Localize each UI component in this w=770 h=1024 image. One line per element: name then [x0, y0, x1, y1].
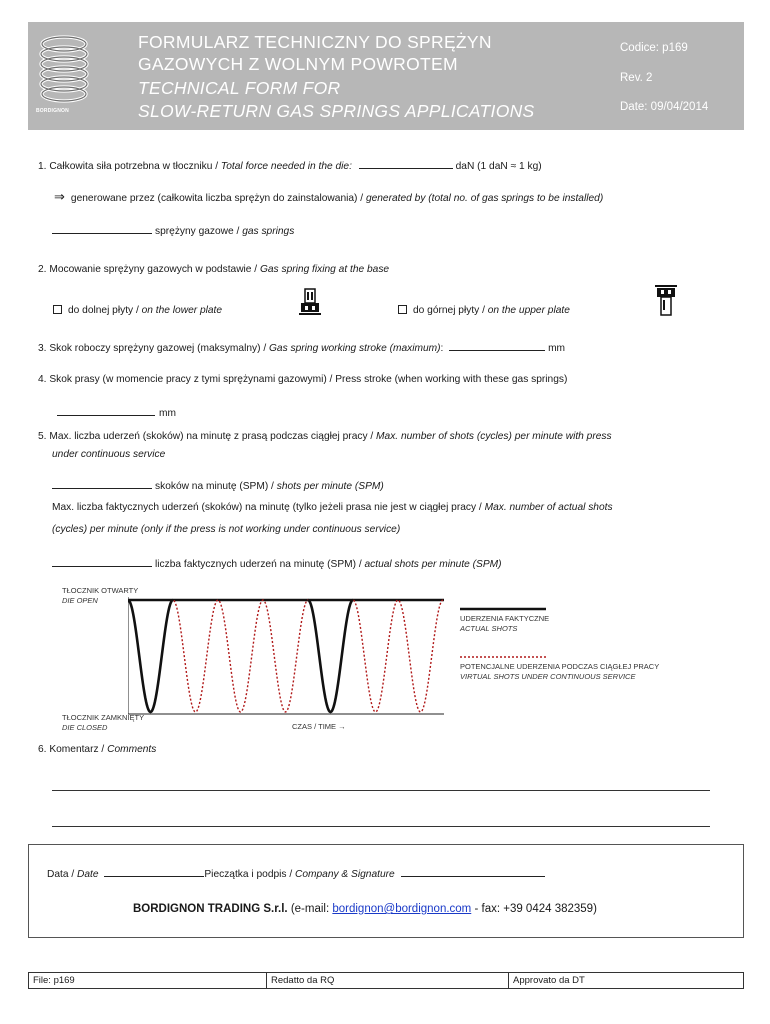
q5-actual-shots-line-1: Max. liczba faktycznych uderzeń (skoków) na minutę (tylko jeżeli prasa nie jest w ciągłej pracy / Max. number of actual shots: [52, 502, 613, 513]
lower-plate-fixing-icon: [298, 288, 322, 318]
email-link[interactable]: bordignon@bordignon.com: [332, 903, 472, 915]
q2-fixing: 2. Mocowanie sprężyny gazowych w podstawie / Gas spring fixing at the base: [38, 264, 390, 275]
arrow-right-icon: ⇒: [54, 189, 65, 204]
q5-actual-spm: liczba faktycznych uderzeń na minutę (SPM) / actual shots per minute (SPM): [52, 558, 502, 570]
q2-upper-plate-option[interactable]: do górnej płyty / on the upper plate: [398, 305, 570, 316]
die-open-label: TŁOCZNIK OTWARTY DIE OPEN: [62, 586, 139, 605]
footer-table: [28, 972, 744, 989]
spm-field[interactable]: [52, 480, 152, 489]
q5-max-shots-line-2: under continuous service: [52, 449, 166, 460]
title-english-line-2: SLOW-RETURN GAS SPRINGS APPLICATIONS: [138, 101, 535, 121]
company-signature-field[interactable]: [401, 868, 545, 877]
signature-date-field[interactable]: [104, 868, 204, 877]
q5-max-shots-line-1: 5. Max. liczba uderzeń (skoków) na minutę z prasą podczas ciągłej pracy / Max. number of shots (cycles) per minute with press: [38, 431, 612, 442]
legend-potential-label: POTENCJALNE UDERZENIA PODCZAS CIĄGŁEJ PRACY VIRTUAL SHOTS UNDER CONTINUOUS SERVICE: [460, 662, 660, 681]
header-banner: [28, 22, 744, 130]
footer-file: File: p169: [29, 973, 267, 988]
actual-shot-wave-2: [308, 600, 353, 712]
q2-lower-plate-option[interactable]: do dolnej płyty / on the lower plate: [53, 305, 222, 316]
legend-potential-line: [460, 654, 550, 660]
company-name: BORDIGNON TRADING S.r.l.: [133, 903, 288, 915]
springs-count-field[interactable]: [52, 225, 152, 234]
comments-line-1[interactable]: [52, 790, 710, 791]
time-axis-label: CZAS / TIME →: [292, 722, 346, 731]
company-contact: BORDIGNON TRADING S.r.l. (e-mail: bordignon@bordignon.com - fax: +39 0424 382359): [133, 903, 597, 915]
q1-springs-count: sprężyny gazowe / gas springs: [52, 225, 294, 237]
q4-press-stroke-value: mm: [57, 407, 176, 419]
document-code: Codice: p169: [620, 42, 688, 54]
upper-plate-checkbox[interactable]: [398, 305, 407, 314]
document-date: Date: 09/04/2014: [620, 101, 709, 113]
q3-working-stroke: 3. Skok roboczy sprężyny gazowej (maksymalny) / Gas spring working stroke (maximum): mm: [38, 343, 566, 354]
die-closed-label: TŁOCZNIK ZAMKNIĘTY DIE CLOSED: [62, 713, 145, 732]
title-polish-line-1: FORMULARZ TECHNICZNY DO SPRĘŻYN: [138, 32, 492, 52]
q1-total-force: 1. Całkowita siła potrzebna w tłoczniku / Total force needed in the die: daN (1 daN ≈ 1 kg): [38, 161, 542, 172]
logo-text: BORDIGNON: [36, 108, 69, 114]
q4-press-stroke: 4. Skok prasy (w momencie pracy z tymi sprężynami gazowymi) / Press stroke (when working with these gas springs): [38, 374, 568, 385]
q5-spm: skoków na minutę (SPM) / shots per minute (SPM): [52, 480, 384, 492]
title-polish-line-2: GAZOWYCH Z WOLNYM POWROTEM: [138, 54, 458, 74]
legend-actual-line: [460, 606, 550, 612]
total-force-field[interactable]: [359, 160, 453, 169]
q1-generated-by: ⇒ generowane przez (całkowita liczba sprężyn do zainstalowania) / generated by (total no. of gas springs to be installed): [54, 189, 604, 204]
potential-shots-wave: [128, 600, 443, 712]
working-stroke-field[interactable]: [449, 342, 545, 351]
actual-spm-field[interactable]: [52, 558, 152, 567]
revision: Rev. 2: [620, 72, 653, 84]
footer-redatto: Redatto da RQ: [267, 973, 509, 988]
footer-approvato: Approvato da DT: [513, 975, 585, 986]
date-signature-row: Data / Date Pieczątka i podpis / Company & Signature: [47, 868, 545, 880]
signature-box: [28, 844, 744, 938]
q6-comments: 6. Komentarz / Comments: [38, 744, 157, 755]
stroke-diagram: [128, 596, 448, 716]
upper-plate-fixing-icon: [654, 284, 678, 320]
actual-shot-wave-1: [128, 600, 173, 712]
legend-actual-label: UDERZENIA FAKTYCZNE ACTUAL SHOTS: [460, 614, 550, 633]
title-english-line-1: TECHNICAL FORM FOR: [138, 78, 341, 98]
comments-line-2[interactable]: [52, 826, 710, 827]
press-stroke-field[interactable]: [57, 407, 155, 416]
q5-actual-shots-line-2: (cycles) per minute (only if the press is not working under continuous service): [52, 524, 401, 535]
lower-plate-checkbox[interactable]: [53, 305, 62, 314]
